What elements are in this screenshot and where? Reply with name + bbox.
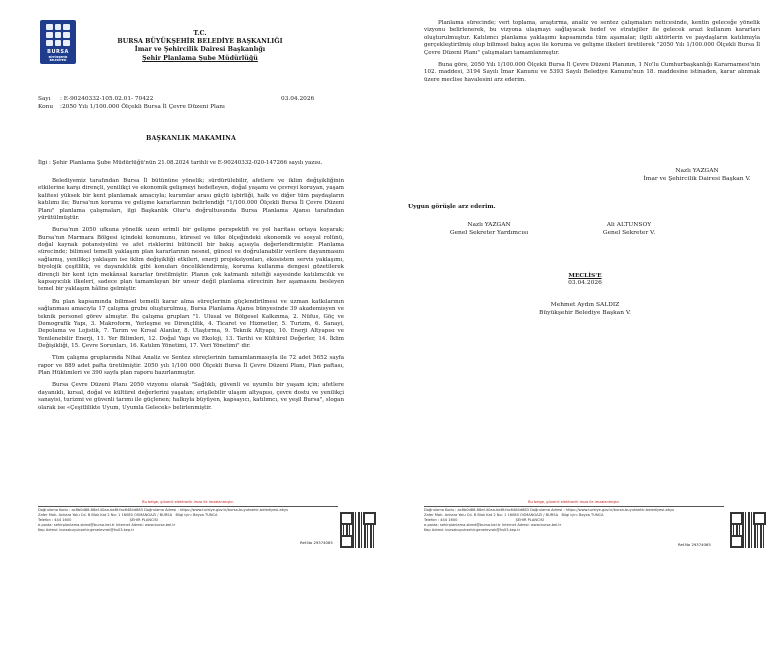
body-paragraph: Bu plan kapsamında bilimsel temelli karar alma süreçlerinin güçlendirilmesi ve uzman katkılarının sağlanması amacıyla 17 çalışma grubu oluşturulmuş, Bursa Planlama Ajansı bünyesinde 39 akademisyen ve teknik personel görev almıştır. Bu çalışma grupları "1. Ulusal ve Bölgesel Kalkınma, 2. Nüfus, Göç ve Demografik Yapı, 3. Makroform, Yerleşme ve Dirençlilik, 4. Ticaret ve Hizmetler, 5. Turizm, 6. Sanayi, Depolama ve Lojistik, 7. Tarım ve Kırsal Alanlar, 8. Ulaştırma, 9. Teknik Altyapı, 10. Enerji Altyapısı ve Yenilenebilir Enerji, 11. Yer Bilimleri, 12. Doğal Yapı ve Ekoloji, 13. Tarihi ve Kültürel Değerler, 14. İklim Değişikliği, 15. Çevre Sorunları, 16. Katılım Yönetimi, 17. Veri Yönetimi" dir. — [38, 298, 344, 350]
sayi-row — [38, 96, 153, 103]
e-signature-notice: Bu belge, güvenli elektronik imza ile imzalanmıştır. — [528, 500, 620, 504]
signer-title: Büyükşehir Belediye Başkan V. — [539, 309, 631, 316]
konu-value: :2050 Yılı 1/100.000 Ölçekli Bursa İl Çevre Düzeni Planı — [60, 104, 225, 110]
letter-body-continued — [424, 20, 760, 89]
sayi-value: : E-90240332-105.02.01- 70422 — [60, 96, 154, 102]
approval-note: Uygun görüşle arz ederim. — [408, 203, 496, 210]
addressee-heading: BAŞKANLIK MAKAMINA — [146, 135, 236, 142]
verification-code: Doğrulama Kodu : ac8b0d88-86ef-40aa-be8f-fac6484d883 Doğrulama Adresi : https://www.turkiye.gov.tr/bursa-buyuksehir-belediyesi-ebys — [424, 508, 674, 513]
contact-name: Bilgi için: Beyza TUNCA — [561, 513, 604, 518]
document-date: 03.04.2026 — [281, 96, 315, 102]
kep-line: Kep Adresi: bursabuyuksehir.genelevrak@hs03.kep.tr — [38, 528, 135, 533]
contact-title: ŞEHİR PLANCISI — [515, 518, 544, 523]
body-paragraph: Buna göre, 2050 Yılı 1/100.000 Ölçekli Bursa İl Çevre Düzeni Planının, 1 No'lu Cumhurbaşkanlığı Kararnamesi'nin 102. maddesi, 3194 Sayılı İmar Kanunu ve 5393 Sayılı Belediye Kanunu'nun 18. maddesine istinaden, karar alınmak üzere meclise havalesini arz ederim. — [424, 61, 760, 83]
reference-number: Ref.No 29374065 — [300, 540, 333, 545]
page-footer — [424, 500, 764, 550]
contact-title: ŞEHİR PLANCISI — [129, 518, 158, 523]
body-paragraph: Planlama sürecinde; veri toplama, araştırma, analiz ve sentez çalışmaları neticesinde, kentin geleceğe yönelik vizyonu belirlenerek, bu vizyona ulaşmayı sağlayacak hedef ve stratejiler ile gelecek arazi kullanım kararları oluşturulmuştur. Katılımcı planlama yaklaşımı kapsamında tüm aşamalar, ilgili aktörlerin ve paydaşların katılımıyla gerçekleştirilmiş olup bilimsel bakış açısı ile koruma ve gelişme ilkeleri üretilerek "2050 Yılı 1/100.000 Ölçekli Bursa İl Çevre Düzeni Planı" çalışmaları tamamlanmıştır. — [424, 20, 760, 56]
document-page-1 — [0, 0, 380, 578]
letter-body — [38, 178, 344, 417]
signature-block-mayor — [520, 302, 650, 318]
body-paragraph: Belediyemiz tarafından Bursa İl bütününe yönelik; sürdürülebilir, afetlere ve iklim değişikliğinin etkilerine karşı dirençli, yenilikçi ve ekonomik gelişmeyi hedefleyen, doğal yaşamı ve çevreyi koruyan, yaşam kalitesi yüksek bir kent planlamak amacıyla; kurumlar arası güçlü işbirliği, halk ve diğer tüm paydaşların katılımı ile; Bursa'nın koruma ve gelişme kararlarının belirlendiği "1/100.000 Ölçekli Bursa İl Çevre Düzeni Planı" planlama çalışmaları, ilgi Başkanlık Olur'u doğrultusunda Bursa Planlama Ajansı tarafından yürütülmüştür. — [38, 178, 344, 222]
org-line-directorate: Şehir Planlama Şube Müdürlüğü — [142, 55, 258, 62]
logo-emblem-icon — [46, 24, 70, 46]
phone-text: Telefon : 444 1600 — [424, 518, 458, 523]
body-paragraph: Bursa Çevre Düzeni Planı 2050 vizyonu olarak "Sağlıklı, güvenli ve uyumlu bir yaşam için; afetlere dayanıklı, kırsal, doğal ve kültürel değerlerini yaşatan; erişilebilir ulaşım altyapısı, çevre dostu ve yenilikçi sanayisi, turizmi ve güvenli tarımı ile güçlenen; halkıyla büyüyen, kapsayıcı, katılımcı, ve yeşil Bursa", slogan olarak ise «Çeşitlilikte Uyum, Uyumla Gelecek» belirlenmiştir. — [38, 382, 344, 411]
konu-label: Konu — [38, 104, 54, 110]
org-line-tc: T.C. — [193, 30, 207, 37]
signer-name: Ali ALTUNSOY — [606, 222, 652, 228]
org-line-municipality: BURSA BÜYÜKŞEHİR BELEDİYE BAŞKANLIĞI — [117, 38, 283, 45]
verification-code: Doğrulama Kodu : ac8b0d88-86ef-40aa-be8f-fac6484d883 Doğrulama Adresi : https://www.turkiye.gov.tr/bursa-buyuksehir-belediyesi-ebys — [38, 508, 288, 513]
address-text: Zafer Mah. Ankara Yolu Cd. B Blok Kat 2 No: 1 16080 OSMANGAZİ / BURSA — [38, 513, 173, 518]
ilgi-reference: İlgi : Şehir Planlama Şube Müdürlüğü'nün 21.08.2024 tarihli ve E-90240332-020-147266 sayılı yazısı. — [38, 160, 323, 166]
phone-text: Telefon : 444 1600 — [38, 518, 72, 523]
signer-name: Nazlı YAZGAN — [467, 222, 511, 228]
signature-block-general-secretary — [564, 222, 694, 238]
email-line: e-posta: sehirplanlama.sbmd@bursa.bel.tr İnternet Adresi: www.bursa.bel.tr — [424, 523, 562, 528]
signer-title: Genel Sekreter V. — [602, 229, 656, 236]
reference-number: Ref.No 29374065 — [678, 542, 711, 547]
logo-text: BURSA — [47, 49, 69, 55]
signature-block-deputy-secretary — [424, 222, 554, 238]
bursa-municipality-logo — [40, 20, 76, 64]
signature-block-department-head — [632, 168, 762, 184]
org-line-department: İmar ve Şehircilik Dairesi Başkanlığı — [134, 46, 266, 53]
council-referral-block — [520, 272, 650, 288]
contact-name: Bilgi için: Beyza TUNCA — [175, 513, 218, 518]
sayi-label: Sayı — [38, 96, 51, 102]
document-page-2 — [404, 0, 784, 578]
email-line: e-posta: sehirplanlama.sbmd@bursa.bel.tr İnternet Adresi: www.bursa.bel.tr — [38, 523, 176, 528]
signer-title: İmar ve Şehircilik Dairesi Başkan V. — [643, 175, 751, 182]
meclis-date: 03.04.2026 — [568, 279, 602, 286]
body-paragraph: Tüm çalışma gruplarında Nihai Analiz ve Sentez süreçlerinin tamamlanmasıyla ile 72 adet 5652 sayfa rapor ve 889 adet pafta üretilmiştir. 2050 yılı 1/100 000 Ölçekli Bursa İl Çevre Düzeni Planı, Plan paftası, Plan Hükümleri ve 390 sayfa plan raporu hazırlanmıştır. — [38, 355, 344, 377]
e-signature-notice: Bu belge, güvenli elektronik imza ile imzalanmıştır. — [142, 500, 234, 504]
meclis-heading: MECLİS'E — [568, 272, 602, 279]
body-paragraph: Bursa'nın 2050 ufkuna yönelik uzun erimli bir gelişme perspektifi ve yol haritası ortaya koyarak; Bursa'nın Marmara Bölgesi içindeki konumunu, küresel ve ülke ölçeğindeki ekonomik ve sosyal rolünü, doğal kaynak potansiyelini ve afet risklerini bütüncül bir bakış açısıyla değerlendirmiştir. Planlama sürecinde; bilimsel temelli yaklaşım plan kararlarının nesnel, güncel ve doğrulanabilir verilere dayanmasını sağlamış, yenilikçi yaklaşım ise iklim değişikliği etkileri, enerji projeksiyonları, ekosistem servis yaklaşımı, biyolojik çeşitlilik, ve dayanıklılık gibi konuları önceliklendirmiş, koruma kullanma dengesi gözetilerek dirençli bir kent için mekânsal kararlar üretilmiştir. Planın çok katmanlı niteliği sayesinde katılımcılık ve kapsayıcılık ilkeleri, sadece plan tamamlayan bir unsur değil planlama sürecinin her aşamasını besleyen temel bir yaklaşım hâline gelmiştir. — [38, 227, 344, 293]
qr-code-icon — [730, 512, 766, 548]
address-text: Zafer Mah. Ankara Yolu Cd. B Blok Kat 2 No: 1 16080 OSMANGAZİ / BURSA — [424, 513, 559, 518]
qr-code-icon — [340, 512, 376, 548]
signer-name: Nazlı YAZGAN — [675, 168, 719, 174]
logo-subtext: BÜYÜKŞEHİR BELEDİYESİ — [48, 56, 68, 62]
signer-title: Genel Sekreter Yardımcısı — [449, 229, 529, 236]
kep-line: Kep Adresi: bursabuyuksehir.genelevrak@hs03.kep.tr — [424, 528, 521, 533]
konu-row — [38, 104, 225, 111]
signer-name: Mehmet Aydın SALDIZ — [550, 302, 620, 308]
